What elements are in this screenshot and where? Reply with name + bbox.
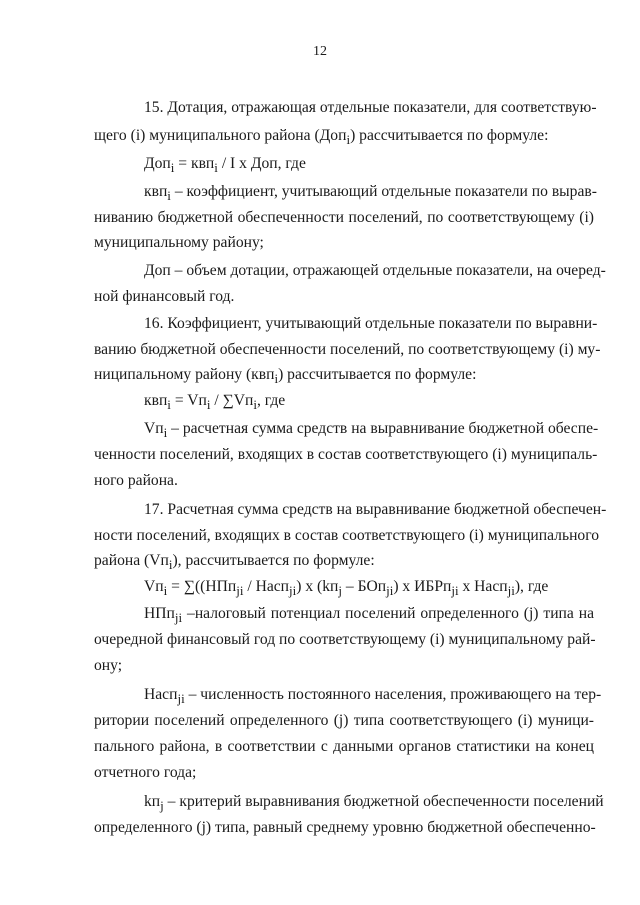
definition-vp-line-1: $Vп_i$ – расчетная сумма средств на выравнивание бюджетной обеспе-	[144, 420, 599, 441]
paragraph-17-line-3: района $(Vп_i)$, рассчитывается по формуле:	[94, 552, 375, 573]
paragraph-16-line-1: 16. Коэффициент, учитывающий отдельные показатели по выравни-	[144, 315, 598, 332]
definition-vp-line-3: ного района.	[94, 472, 178, 489]
definition-kvp-line-2: ниванию бюджетной обеспеченности поселений, по соответствующему (i)	[94, 209, 594, 226]
definition-dop-line-1: Доп – объем дотации, отражающей отдельные показатели, на очеред-	[144, 262, 606, 279]
formula-kvp: $квп_i = Vп_i / \sum Vп_i$, где	[144, 392, 286, 413]
definition-npp-line-2: очередной финансовый год по соответствующему (i) муниципальному рай-	[94, 631, 596, 648]
definition-npp-line-3: ону;	[94, 657, 123, 674]
definition-nasp-line-3: пального района, в соответствии с данными органов статистики на конец	[94, 738, 594, 755]
paragraph-16-line-3: ниципальному району (квп$_i$) рассчитывается по формуле:	[94, 366, 477, 387]
definition-vp-line-2: ченности поселений, входящих в состав соответствующего (i) муниципаль-	[94, 446, 598, 463]
definition-nasp-line-1: Насп$_{ji}$ – численность постоянного населения, проживающего на тер-	[144, 686, 602, 707]
page-number: 12	[313, 44, 327, 59]
definition-kvp-line-3: муниципальному району;	[94, 234, 264, 251]
formula-vp: $Vп_i = \sum((НПп_{ji}$ / Насп$_{ji}$) x $(kп_j - БОп_{ji})$ x ИБРп$_{ji}$ x Насп$_{ji}$), где	[144, 578, 549, 599]
definition-kp-line-2: определенного (j) типа, равный среднему уровню бюджетной обеспеченно-	[94, 819, 596, 836]
paragraph-15-line-1: 15. Дотация, отражающая отдельные показатели, для соответствую-	[144, 99, 597, 116]
paragraph-16-line-2: ванию бюджетной обеспеченности поселений, по соответствующему (i) му-	[94, 341, 601, 358]
paragraph-15-line-2: щего (i) муниципального района (Доп$_i$) рассчитывается по формуле:	[94, 127, 549, 148]
formula-dop: Доп$_i$ = квп$_i$ / I x Доп, где	[144, 155, 306, 176]
definition-kvp-line-1: квп$_i$ – коэффициент, учитывающий отдельные показатели по вырав-	[144, 183, 597, 204]
definition-dop-line-2: ной финансовый год.	[94, 288, 235, 305]
definition-kp-line-1: $kп_j$ – критерий выравнивания бюджетной обеспеченности поселений	[144, 793, 604, 814]
paragraph-17-line-1: 17. Расчетная сумма средств на выравнивание бюджетной обеспечен-	[144, 501, 607, 518]
definition-nasp-line-4: отчетного года;	[94, 764, 197, 781]
paragraph-17-line-2: ности поселений, входящих в состав соответствующего (i) муниципального	[94, 527, 600, 544]
definition-nasp-line-2: ритории поселений определенного (j) типа соответствующего (i) муници-	[94, 712, 594, 729]
definition-npp-line-1: НПп$_{ji}$ –налоговый потенциал поселений определенного (j) типа на	[144, 605, 594, 626]
